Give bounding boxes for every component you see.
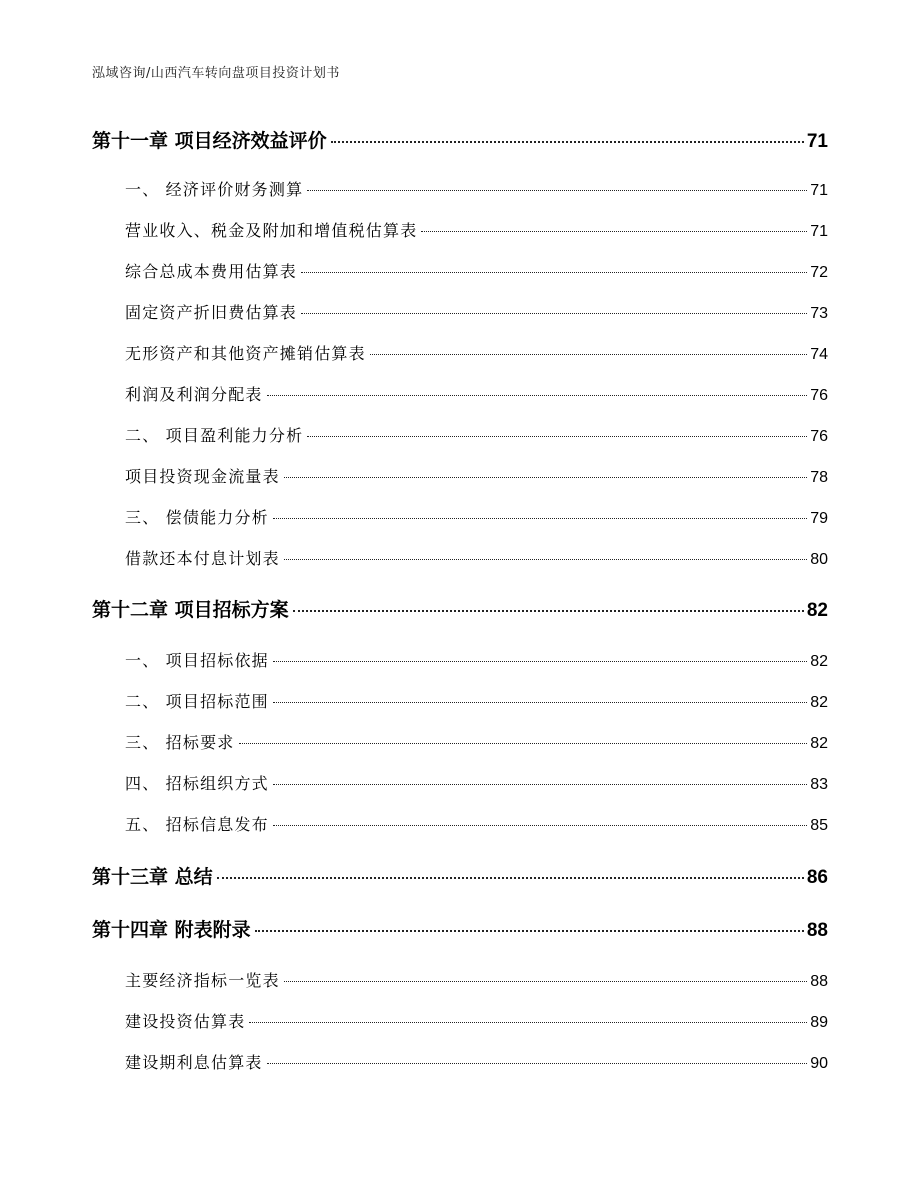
toc-entry-title: 五、 招标信息发布 <box>125 815 269 834</box>
toc-section-entry[interactable] <box>125 423 828 445</box>
toc-entry-title: 一、 经济评价财务测算 <box>125 180 304 199</box>
toc-page-number: 72 <box>810 264 828 281</box>
toc-page-number: 86 <box>806 867 828 888</box>
toc-section-entry[interactable] <box>125 689 828 711</box>
toc-page-number: 82 <box>810 694 828 711</box>
toc-section-entry[interactable] <box>125 812 828 834</box>
toc-section-entry[interactable] <box>125 218 828 240</box>
toc-section-entry[interactable] <box>125 648 828 670</box>
toc-section-entry[interactable] <box>125 177 828 199</box>
toc-dot-leader <box>249 1021 807 1023</box>
toc-dot-leader <box>217 876 804 879</box>
toc-entry-title: 项目投资现金流量表 <box>125 467 280 486</box>
toc-entry-title: 三、 偿债能力分析 <box>125 508 269 527</box>
toc-entry-title: 主要经济指标一览表 <box>125 971 280 990</box>
toc-entry-title: 借款还本付息计划表 <box>125 549 280 568</box>
toc-entry-title: 第十二章 项目招标方案 <box>92 599 289 621</box>
toc-entry-title: 二、 项目盈利能力分析 <box>125 426 304 445</box>
toc-dot-leader <box>293 609 804 612</box>
toc-dot-leader <box>273 701 807 703</box>
toc-section-entry[interactable] <box>125 382 828 404</box>
toc-section-entry[interactable] <box>125 730 828 752</box>
toc-dot-leader <box>273 660 807 662</box>
toc-section-entry[interactable] <box>125 505 828 527</box>
toc-page-number: 85 <box>810 817 828 834</box>
toc-entry-title: 一、 项目招标依据 <box>125 651 269 670</box>
toc-dot-leader <box>301 312 807 314</box>
toc-dot-leader <box>273 783 807 785</box>
toc-dot-leader <box>267 1062 808 1064</box>
toc-dot-leader <box>301 271 807 273</box>
toc-page-number: 71 <box>810 182 828 199</box>
toc-entry-title: 固定资产折旧费估算表 <box>125 303 298 322</box>
toc-dot-leader <box>331 140 804 143</box>
toc-dot-leader <box>370 353 807 355</box>
toc-entry-title: 二、 项目招标范围 <box>125 692 269 711</box>
toc-section-entry[interactable] <box>125 464 828 486</box>
toc-page-number: 82 <box>810 653 828 670</box>
toc-entry-title: 第十一章 项目经济效益评价 <box>92 130 327 152</box>
toc-page-number: 79 <box>810 510 828 527</box>
toc-section-entry[interactable] <box>125 968 828 990</box>
toc-entry-title: 建设投资估算表 <box>125 1012 246 1031</box>
toc-page-number: 74 <box>810 346 828 363</box>
toc-section-entry[interactable] <box>125 1009 828 1031</box>
toc-chapter-entry[interactable] <box>92 595 828 621</box>
toc-entry-title: 第十三章 总结 <box>92 866 213 888</box>
toc-page-number: 83 <box>810 776 828 793</box>
toc-entry-title: 三、 招标要求 <box>125 733 235 752</box>
toc-entry-title: 第十四章 附表附录 <box>92 919 251 941</box>
toc-page-number: 76 <box>810 428 828 445</box>
toc-dot-leader <box>273 517 807 519</box>
toc-chapter-entry[interactable] <box>92 915 828 941</box>
toc-page-number: 78 <box>810 469 828 486</box>
toc-page-number: 89 <box>810 1014 828 1031</box>
toc-page-number: 88 <box>806 920 828 941</box>
toc-page-number: 71 <box>806 131 828 152</box>
toc-dot-leader <box>284 980 807 982</box>
toc-dot-leader <box>307 435 807 437</box>
toc-dot-leader <box>284 476 807 478</box>
toc-entry-title: 综合总成本费用估算表 <box>125 262 298 281</box>
toc-page-number: 88 <box>810 973 828 990</box>
running-header: 泓域咨询/山西汽车转向盘项目投资计划书 <box>92 66 340 81</box>
toc-dot-leader <box>239 742 808 744</box>
toc-page-number: 80 <box>810 551 828 568</box>
toc-section-entry[interactable] <box>125 259 828 281</box>
toc-section-entry[interactable] <box>125 341 828 363</box>
toc-section-entry[interactable] <box>125 546 828 568</box>
toc-page-number: 82 <box>810 735 828 752</box>
toc-dot-leader <box>267 394 808 396</box>
toc-chapter-entry[interactable] <box>92 126 828 152</box>
toc-page-number: 73 <box>810 305 828 322</box>
toc-page-number: 71 <box>810 223 828 240</box>
toc-entry-title: 营业收入、税金及附加和增值税估算表 <box>125 221 418 240</box>
toc-section-entry[interactable] <box>125 771 828 793</box>
toc-dot-leader <box>421 230 807 232</box>
toc-page-number: 90 <box>810 1055 828 1072</box>
toc-chapter-entry[interactable] <box>92 862 828 888</box>
toc-dot-leader <box>307 189 807 191</box>
toc-dot-leader <box>255 929 804 932</box>
toc-section-entry[interactable] <box>125 300 828 322</box>
toc-page-number: 82 <box>806 600 828 621</box>
toc-dot-leader <box>273 824 807 826</box>
toc-entry-title: 无形资产和其他资产摊销估算表 <box>125 344 366 363</box>
toc-dot-leader <box>284 558 807 560</box>
toc-entry-title: 建设期利息估算表 <box>125 1053 263 1072</box>
toc-entry-title: 四、 招标组织方式 <box>125 774 269 793</box>
toc-section-entry[interactable] <box>125 1050 828 1072</box>
toc-entry-title: 利润及利润分配表 <box>125 385 263 404</box>
toc-page-number: 76 <box>810 387 828 404</box>
